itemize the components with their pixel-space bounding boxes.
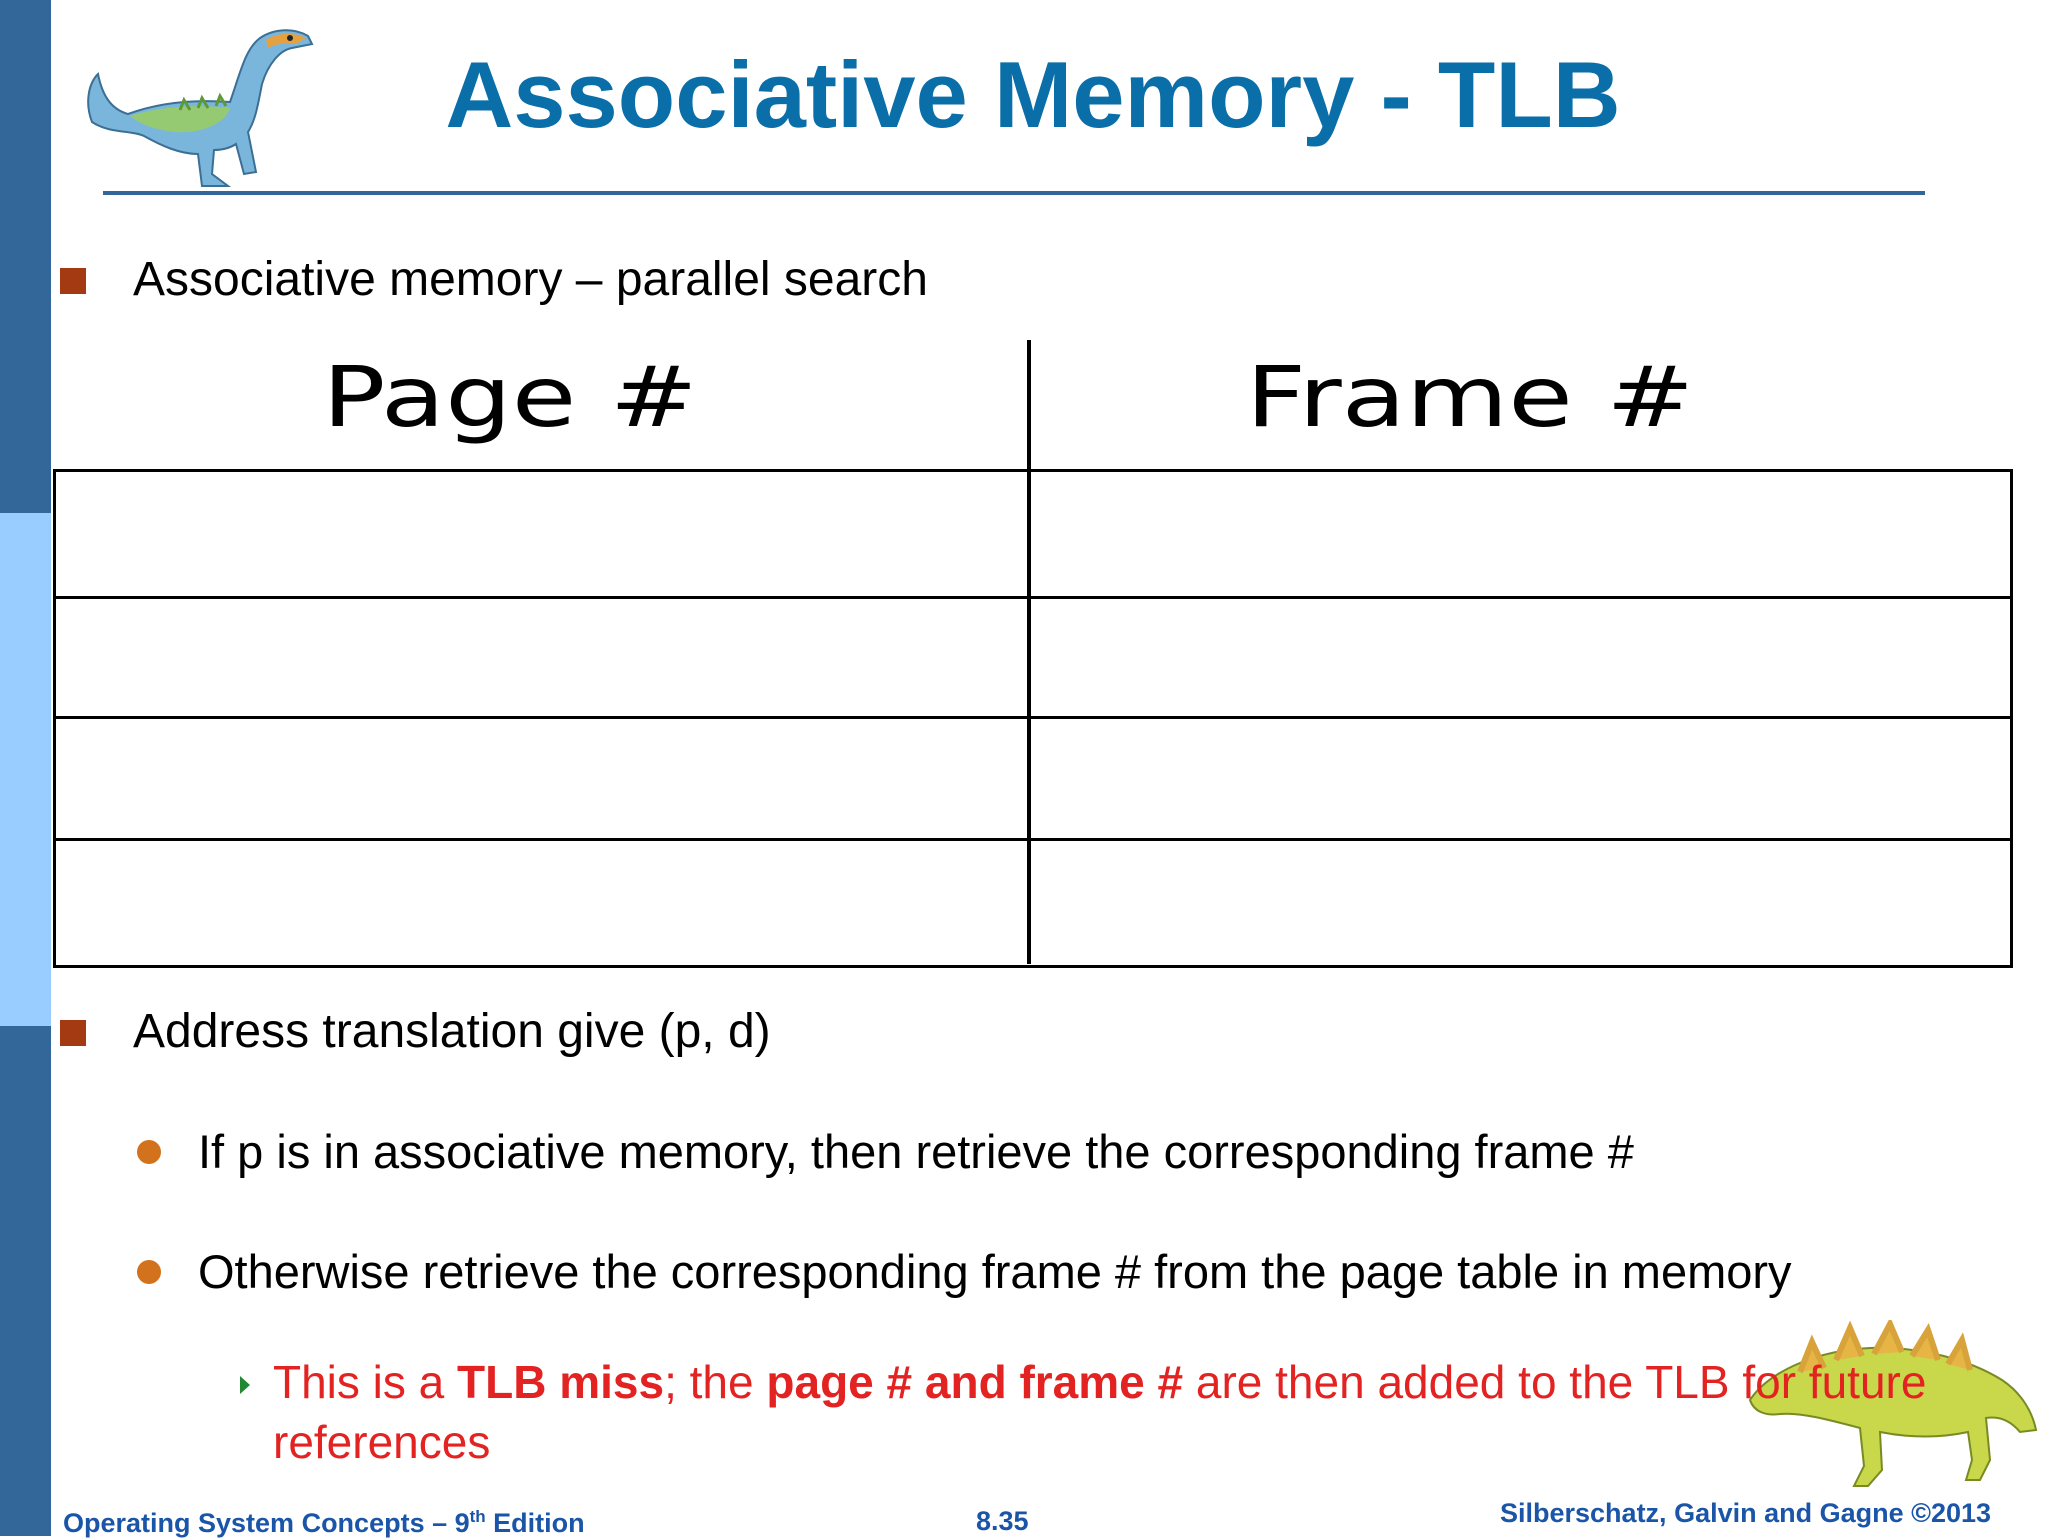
note-text: ; the: [664, 1356, 767, 1408]
sidebar-band-top: [0, 0, 51, 513]
sidebar-band-bottom: [0, 1026, 51, 1536]
table-row-divider: [53, 596, 2013, 599]
title-divider: [103, 191, 1925, 195]
table-header-page: Page #: [322, 348, 698, 446]
table-header-frame: Frame #: [1245, 348, 1695, 446]
bullet-address-translation: Address translation give (p, d): [133, 1005, 771, 1058]
bullet-square-icon: [60, 1020, 86, 1046]
sidebar-band-middle: [0, 513, 51, 1026]
footer-edition-sup: th: [469, 1507, 486, 1526]
sub-bullet-miss: Otherwise retrieve the corresponding frame # from the page table in memory: [198, 1245, 1792, 1298]
bullet-dot-icon: [137, 1260, 161, 1284]
sub-bullet-hit: If p is in associative memory, then retrieve the corresponding frame #: [198, 1125, 1634, 1178]
table-row-divider: [53, 838, 2013, 841]
bullet-square-icon: [60, 268, 86, 294]
footer-book-title-text: Operating System Concepts – 9: [63, 1508, 470, 1538]
bullet-triangle-icon: [240, 1376, 250, 1394]
footer-edition-text: Edition: [485, 1508, 585, 1538]
footer-slide-number: 8.35: [976, 1506, 1029, 1536]
tlb-miss-note: [273, 1352, 1993, 1472]
note-page-frame: page # and frame #: [766, 1356, 1184, 1408]
bullet-dot-icon: [137, 1140, 161, 1164]
note-text: are then added to the TLB for future references: [273, 1356, 1927, 1468]
note-tlb-miss: TLB miss: [457, 1356, 665, 1408]
slide-title: Associative Memory - TLB: [445, 42, 1621, 147]
footer-book-title: [63, 1508, 585, 1537]
note-text: This is a: [273, 1356, 458, 1408]
footer-authors: Silberschatz, Galvin and Gagne ©2013: [1500, 1498, 1992, 1528]
table-row-divider: [53, 716, 2013, 719]
bullet-associative-memory: Associative memory – parallel search: [133, 253, 928, 306]
